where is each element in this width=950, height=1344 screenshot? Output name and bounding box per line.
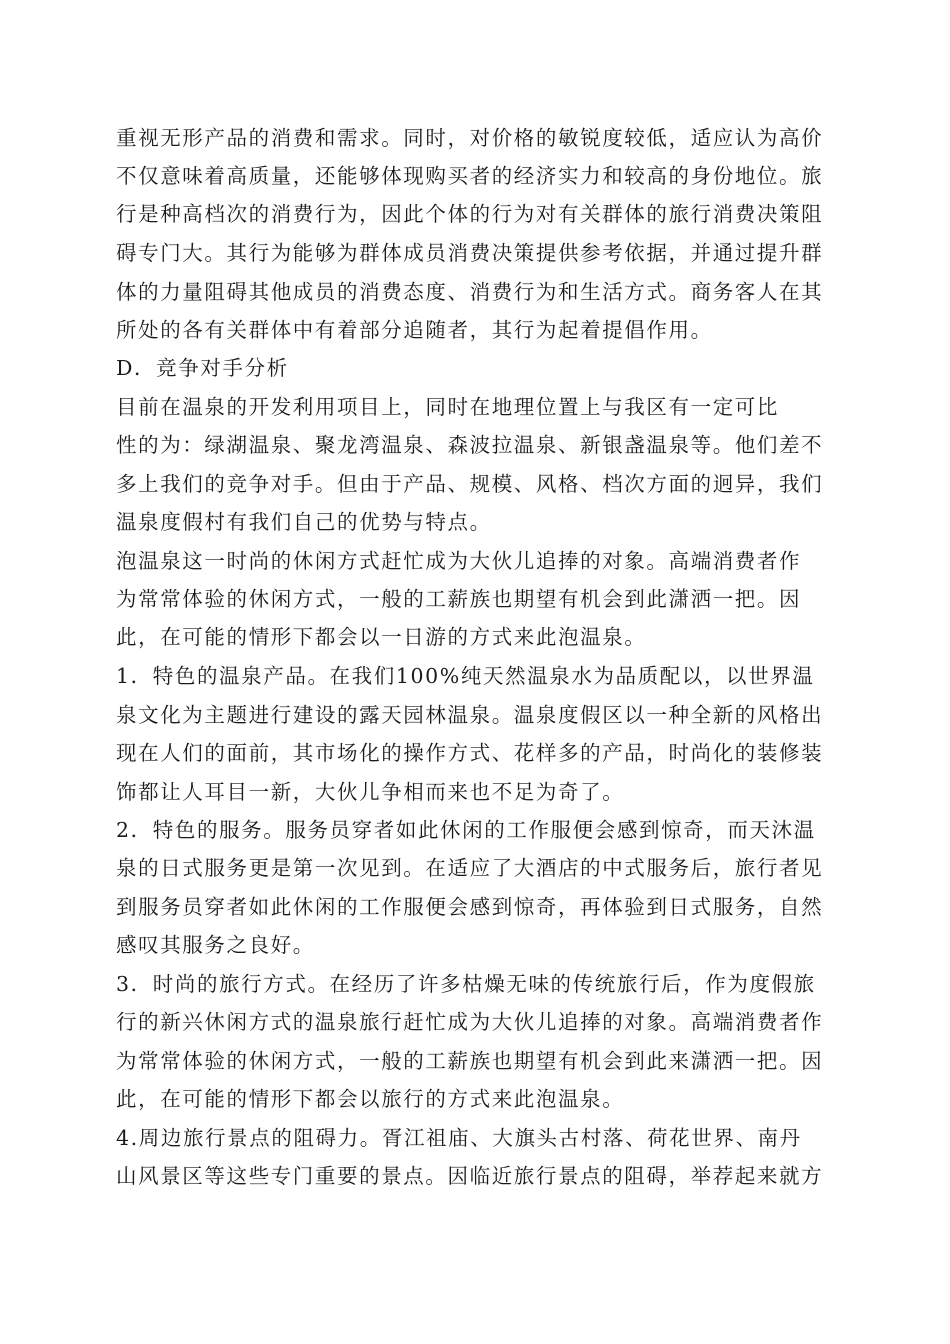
body-text-line: 行的新兴休闲方式的温泉旅行赶忙成为大伙儿追捧的对象。高端消费者作 <box>116 1010 824 1034</box>
list-item-text: 2．特色的服务。服务员穿者如此休闲的工作服便会感到惊奇，而天沐温 <box>116 818 816 842</box>
body-text-line: 体的力量阻碍其他成员的消费态度、消费行为和生活方式。商务客人在其 <box>116 280 824 304</box>
list-item-text: 1．特色的温泉产品。在我们100%纯天然温泉水为品质配以，以世界温 <box>116 664 815 688</box>
body-text-line: 碍专门大。其行为能够为群体成员消费决策提供参考依据，并通过提升群 <box>116 241 824 265</box>
body-text-line: 重视无形产品的消费和需求。同时，对价格的敏锐度较低，适应认为高价 <box>116 126 824 150</box>
body-text-line: 现在人们的面前，其市场化的操作方式、花样多的产品，时尚化的装修装 <box>116 741 824 765</box>
body-text-line: 山风景区等这些专门重要的景点。因临近旅行景点的阻碍，举荐起来就方 <box>116 1164 824 1188</box>
body-text-line: 泉的日式服务更是第一次见到。在适应了大酒店的中式服务后，旅行者见 <box>116 856 824 880</box>
body-text-line: 泡温泉这一时尚的休闲方式赶忙成为大伙儿追捧的对象。高端消费者作 <box>116 549 802 573</box>
body-text-line: 行是种高档次的消费行为，因此个体的行为对有关群体的旅行消费决策阻 <box>116 202 824 226</box>
body-text-line: 为常常体验的休闲方式，一般的工薪族也期望有机会到此来潇洒一把。因 <box>116 1049 824 1073</box>
body-text-line: 多上我们的竞争对手。但由于产品、规模、风格、档次方面的迥异，我们 <box>116 472 824 496</box>
body-text-line: 此，在可能的情形下都会以一日游的方式来此泡温泉。 <box>116 625 647 649</box>
body-text-line: 温泉度假村有我们自己的优势与特点。 <box>116 510 492 534</box>
body-text-line: 此，在可能的情形下都会以旅行的方式来此泡温泉。 <box>116 1087 625 1111</box>
body-text-line: 到服务员穿者如此休闲的工作服便会感到惊奇，再体验到日式服务，自然 <box>116 895 824 919</box>
body-text-line: 饰都让人耳目一新，大伙儿争相而来也不足为奇了。 <box>116 780 625 804</box>
body-text-line: 目前在温泉的开发利用项目上，同时在地理位置上与我区有一定可比 <box>116 395 779 419</box>
body-text-line: 为常常体验的休闲方式，一般的工薪族也期望有机会到此潇洒一把。因 <box>116 587 802 611</box>
body-text-line: 性的为：绿湖温泉、聚龙湾温泉、森波拉温泉、新银盏温泉等。他们差不 <box>116 433 824 457</box>
body-text-line: 感叹其服务之良好。 <box>116 933 315 957</box>
section-heading: D．竞争对手分析 <box>116 356 289 380</box>
body-text-line: 不仅意味着高质量，还能够体现购买者的经济实力和较高的身份地位。旅 <box>116 164 824 188</box>
list-item-text: 3．时尚的旅行方式。在经历了许多枯燥无味的传统旅行后，作为度假旅 <box>116 972 816 996</box>
body-text-line: 泉文化为主题进行建设的露天园林温泉。温泉度假区以一种全新的风格出 <box>116 703 824 727</box>
list-item-text: 4.周边旅行景点的阻碍力。胥江祖庙、大旗头古村落、荷花世界、南丹 <box>116 1126 802 1150</box>
body-text-line: 所处的各有关群体中有着部分追随者，其行为起着提倡作用。 <box>116 318 713 342</box>
